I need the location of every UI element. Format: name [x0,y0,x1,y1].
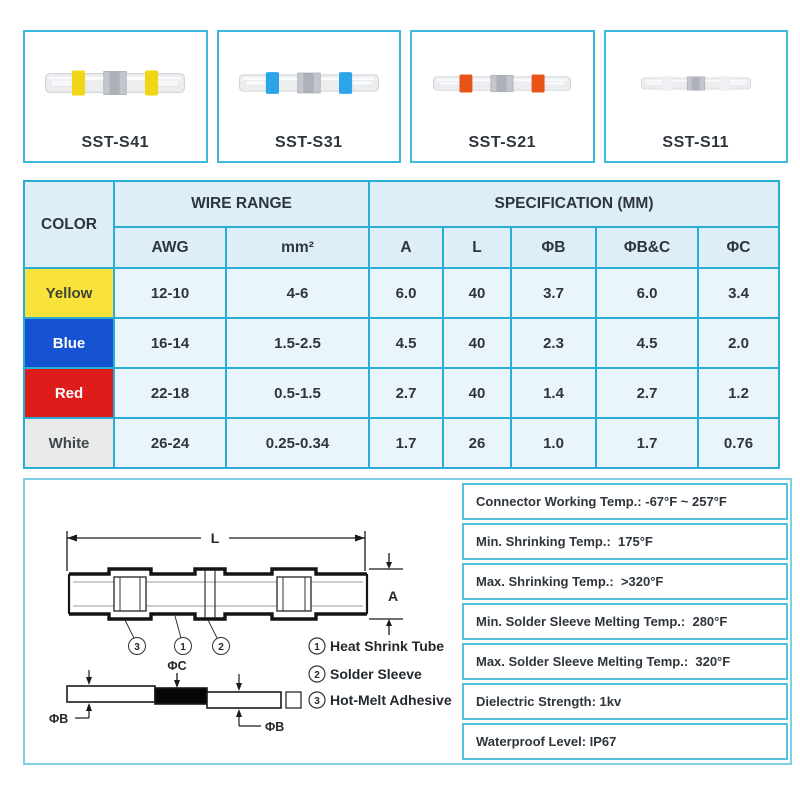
dim-label-phi-b-right: ΦB [265,720,285,734]
table-cell: 4-6 [226,268,369,318]
connector-icon-white [637,70,755,97]
connector-icon-red [428,67,576,100]
table-cell: 4.5 [369,318,443,368]
header-wire-range: WIRE RANGE [114,181,369,227]
callout-1: 1 [180,642,186,653]
callout-2: 2 [218,642,224,653]
table-cell: 1.0 [511,418,596,468]
table-cell: 22-18 [114,368,226,418]
product-model-label: SST-S11 [662,134,730,151]
table-cell: 3.7 [511,268,596,318]
table-cell: 40 [443,268,511,318]
legend-num-3: 3 [314,696,320,707]
band-right [339,72,352,94]
table-cell: 0.25-0.34 [226,418,369,468]
table-row-white [24,418,779,468]
dim-label-a: A [387,588,399,604]
color-swatch-cell: Red [24,368,114,418]
header-phi-bc: ΦB&C [596,227,698,268]
table-cell: 1.7 [596,418,698,468]
property-working-temp: Connector Working Temp.: -67°F ~ 257°F [462,483,788,520]
table-cell: 0.5-1.5 [226,368,369,418]
callout-3: 3 [134,642,140,653]
connector-dimension-diagram [25,480,462,763]
table-cell: 1.4 [511,368,596,418]
header-specification: SPECIFICATION (MM) [369,181,779,227]
property-dielectric-strength: Dielectric Strength: 1kv [462,683,788,720]
connector-icon-yellow [40,60,190,106]
product-card-sst-s21 [410,30,595,163]
property-min-shrinking-temp: Min. Shrinking Temp.: 175°F [462,523,788,560]
table-cell: 26 [443,418,511,468]
header-mm2: mm² [226,227,369,268]
table-cell: 4.5 [596,318,698,368]
product-card-sst-s31 [217,30,402,163]
table-row-red [24,368,779,418]
legend-num-1: 1 [314,642,320,653]
table-cell: 0.76 [698,418,779,468]
callout-lines [125,616,230,655]
product-model-label: SST-S31 [274,134,343,151]
property-max-solder-melting-temp: Max. Solder Sleeve Melting Temp.: 320°F [462,643,788,680]
band-left [266,72,279,94]
legend-label-hot-melt-adhesive: Hot-Melt Adhesive [330,692,452,708]
legend-num-2: 2 [314,670,320,681]
color-swatch-cell: Yellow [24,268,114,318]
table-cell: 26-24 [114,418,226,468]
band-left [662,76,672,91]
connector-image-wrap [25,32,206,134]
property-list [462,483,788,760]
table-cell: 2.7 [596,368,698,418]
band-left [460,74,473,92]
table-row-blue [24,318,779,368]
table-cell: 3.4 [698,268,779,318]
product-card-row [23,30,788,163]
table-cell: 2.0 [698,318,779,368]
dim-label-phi-c: ΦC [167,659,187,673]
legend-label-heat-shrink-tube: Heat Shrink Tube [330,638,445,654]
spliced-wire-drawing [67,686,301,708]
property-waterproof-level: Waterproof Level: IP67 [462,723,788,760]
product-model-label: SST-S41 [81,134,150,151]
connector-icon-blue [234,63,384,103]
table-cell: 1.7 [369,418,443,468]
band-right [145,70,158,95]
dim-label-phi-b-left: ΦB [49,712,69,726]
band-right [719,76,729,91]
header-a: A [369,227,443,268]
connector-image-wrap [412,32,593,134]
product-model-label: SST-S21 [468,134,537,151]
connector-image-wrap [219,32,400,134]
bottom-panel [23,478,792,765]
table-cell: 6.0 [369,268,443,318]
property-max-shrinking-temp: Max. Shrinking Temp.: >320°F [462,563,788,600]
product-card-sst-s41 [23,30,208,163]
color-swatch-cell: White [24,418,114,468]
band-left [72,70,85,95]
header-phi-b: ΦB [511,227,596,268]
table-cell: 1.2 [698,368,779,418]
property-min-solder-melting-temp: Min. Solder Sleeve Melting Temp.: 280°F [462,603,788,640]
band-right [532,74,545,92]
table-row-yellow [24,268,779,318]
table-cell: 16-14 [114,318,226,368]
table-cell: 2.3 [511,318,596,368]
header-phi-c: ΦC [698,227,779,268]
dim-label-l: L [210,530,220,546]
color-swatch-cell: Blue [24,318,114,368]
table-cell: 1.5-2.5 [226,318,369,368]
specification-table [23,180,780,469]
table-cell: 2.7 [369,368,443,418]
table-cell: 6.0 [596,268,698,318]
table-cell: 40 [443,368,511,418]
table-cell: 40 [443,318,511,368]
connector-image-wrap [606,32,787,134]
crimp-barrels [114,570,311,618]
header-color: COLOR [24,181,114,268]
product-card-sst-s11 [604,30,789,163]
header-l: L [443,227,511,268]
legend-label-solder-sleeve: Solder Sleeve [330,666,422,682]
header-awg: AWG [114,227,226,268]
table-cell: 12-10 [114,268,226,318]
